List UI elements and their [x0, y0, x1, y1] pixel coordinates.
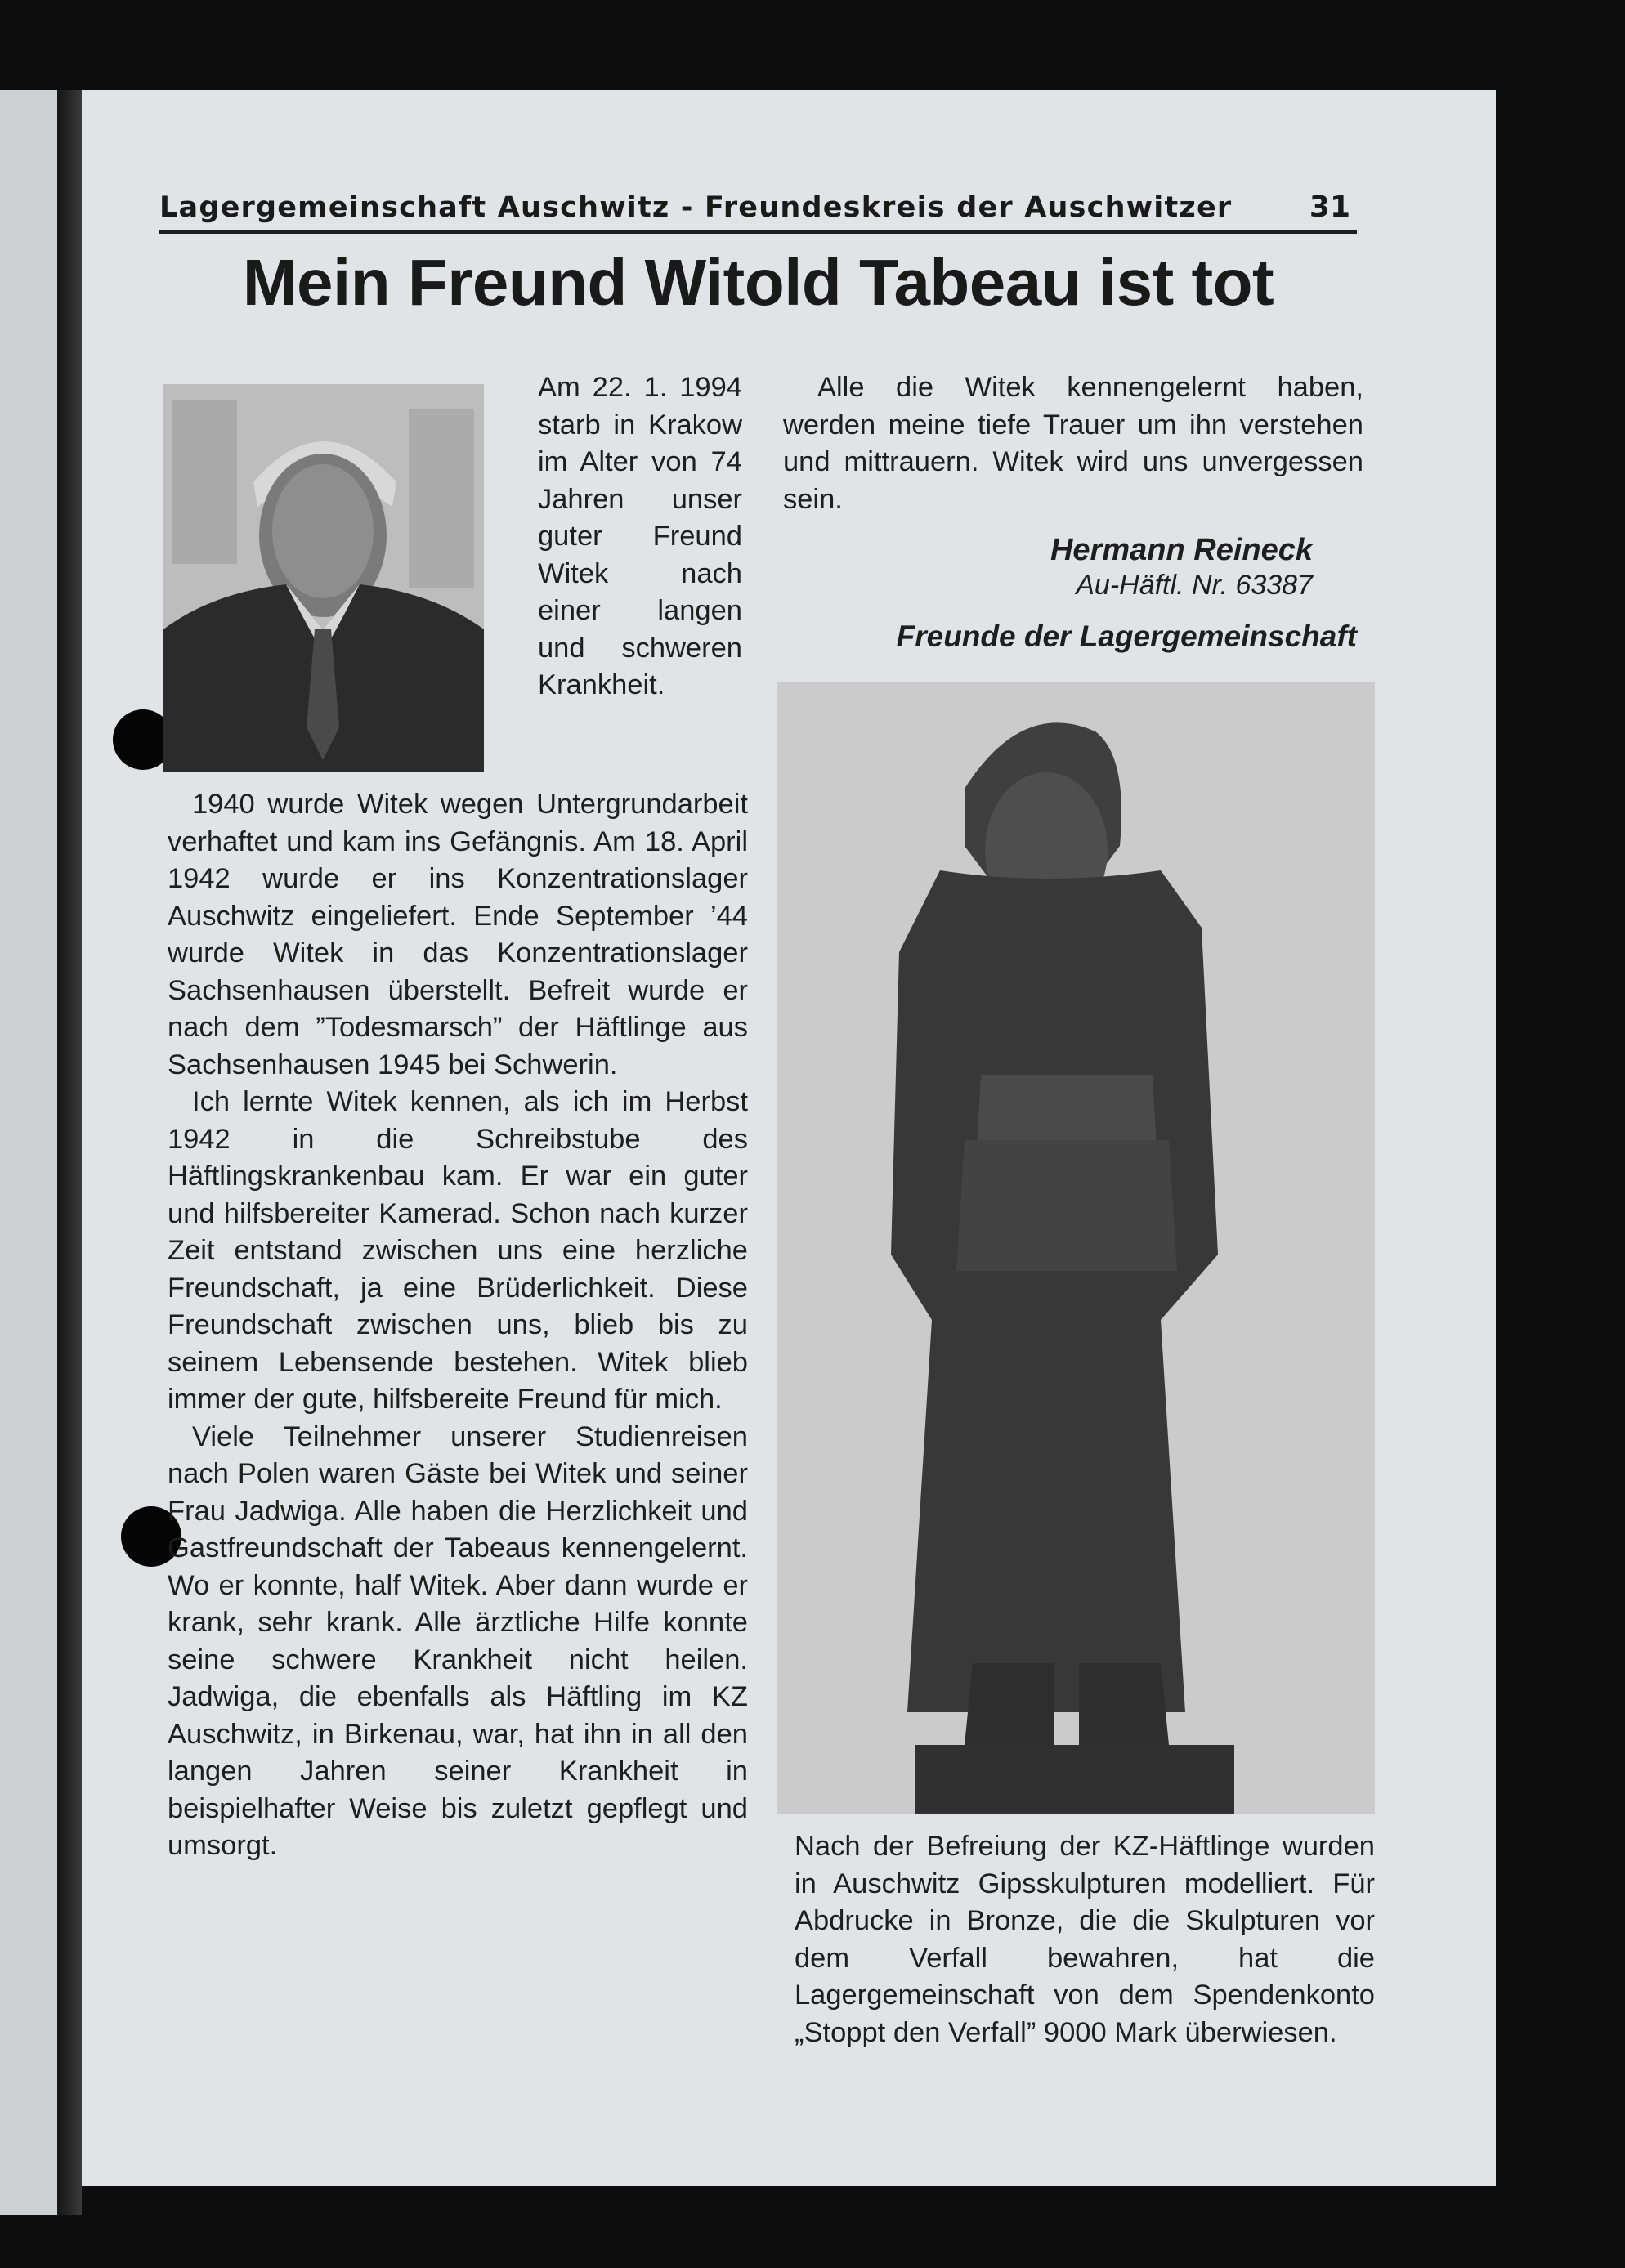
- article-headline: Mein Freund Witold Tabeau ist tot: [242, 246, 1274, 319]
- portrait-photo: [163, 384, 484, 772]
- closing-paragraph: Alle die Witek kennengelernt haben, werden meine tiefe Trauer um ihn verstehen und mittrauern. Witek wird uns unvergessen sein.: [783, 372, 1363, 515]
- photo-caption: Nach der Befreiung der KZ-Häftlinge wurden in Auschwitz Gipsskulpturen modelliert. Für Abdrucke in Bronze, die die Skulpturen vor dem Verfall bewahren, hat die Lagergemeinschaft von dem Spendenkonto „Stoppt den Verfall” 9000 Mark überwiesen.: [795, 1831, 1375, 2048]
- prisoner-number: Au-Häftl. Nr. 63387: [1076, 570, 1313, 601]
- sculpture-photo: [777, 682, 1375, 1814]
- paragraph-3: Viele Teilnehmer unserer Studienreisen nach Polen waren Gäste bei Witek und seiner Frau Jadwiga. Alle haben die Herzlichkeit und Gastfreundschaft der Tabeaus kennengelernt. Wo er konnte, half Witek. Aber dann wurde er krank, sehr krank. Alle ärztliche Hilfe konnte seine schwere Krankheit nicht heilen. Jadwiga, die ebenfalls als Häftling im KZ Auschwitz, in Birkenau, war, hat ihn in all den langen Jahren seiner Krankheit in beispielhafter Weise bis zuletzt gepflegt und umsorgt.: [168, 1420, 748, 1861]
- book-spine-shadow: [57, 90, 82, 2215]
- intro-text: Am 22. 1. 1994 starb in Krakow im Alter von 74 Jahren unser guter Freund Witek nach einer langen und schweren Krankheit.: [538, 372, 742, 700]
- author-name: Hermann Reineck: [1050, 533, 1313, 567]
- paragraph-1: 1940 wurde Witek wegen Untergrundarbeit verhaftet und kam ins Gefängnis. Am 18. April 1942 wurde er ins Konzentrationslager Auschwitz eingeliefert. Ende September ’44 wurde Witek in das Konzentrationslager Sachsenhausen überstellt. Befreit wurde er nach dem ”Todesmarsch” der Häftlinge aus Sachsenhausen 1945 bei Schwerin.: [168, 789, 748, 1080]
- author-group: Freunde der Lagergemeinschaft: [896, 620, 1357, 653]
- paragraph-2: Ich lernte Witek kennen, als ich im Herbst 1942 in die Schreibstube des Häftlingskrankenbau kam. Er war ein guter und hilfsbereiter Kamerad. Schon nach kurzer Zeit entstand zwischen uns eine herzliche Freundschaft, ja eine Brüderlichkeit. Diese Freundschaft zwischen uns, blieb bis zu seinem Lebensende bestehen. Witek blieb immer der gute, hilfsbereite Freund für mich.: [168, 1086, 748, 1415]
- left-column: [168, 786, 748, 1865]
- page-number: 31: [1309, 190, 1350, 224]
- running-title: Lagergemeinschaft Auschwitz - Freundeskreis der Auschwitzer: [159, 191, 1233, 224]
- facing-page-edge: [0, 90, 57, 2215]
- right-column: [783, 369, 1363, 654]
- running-header: [159, 181, 1357, 234]
